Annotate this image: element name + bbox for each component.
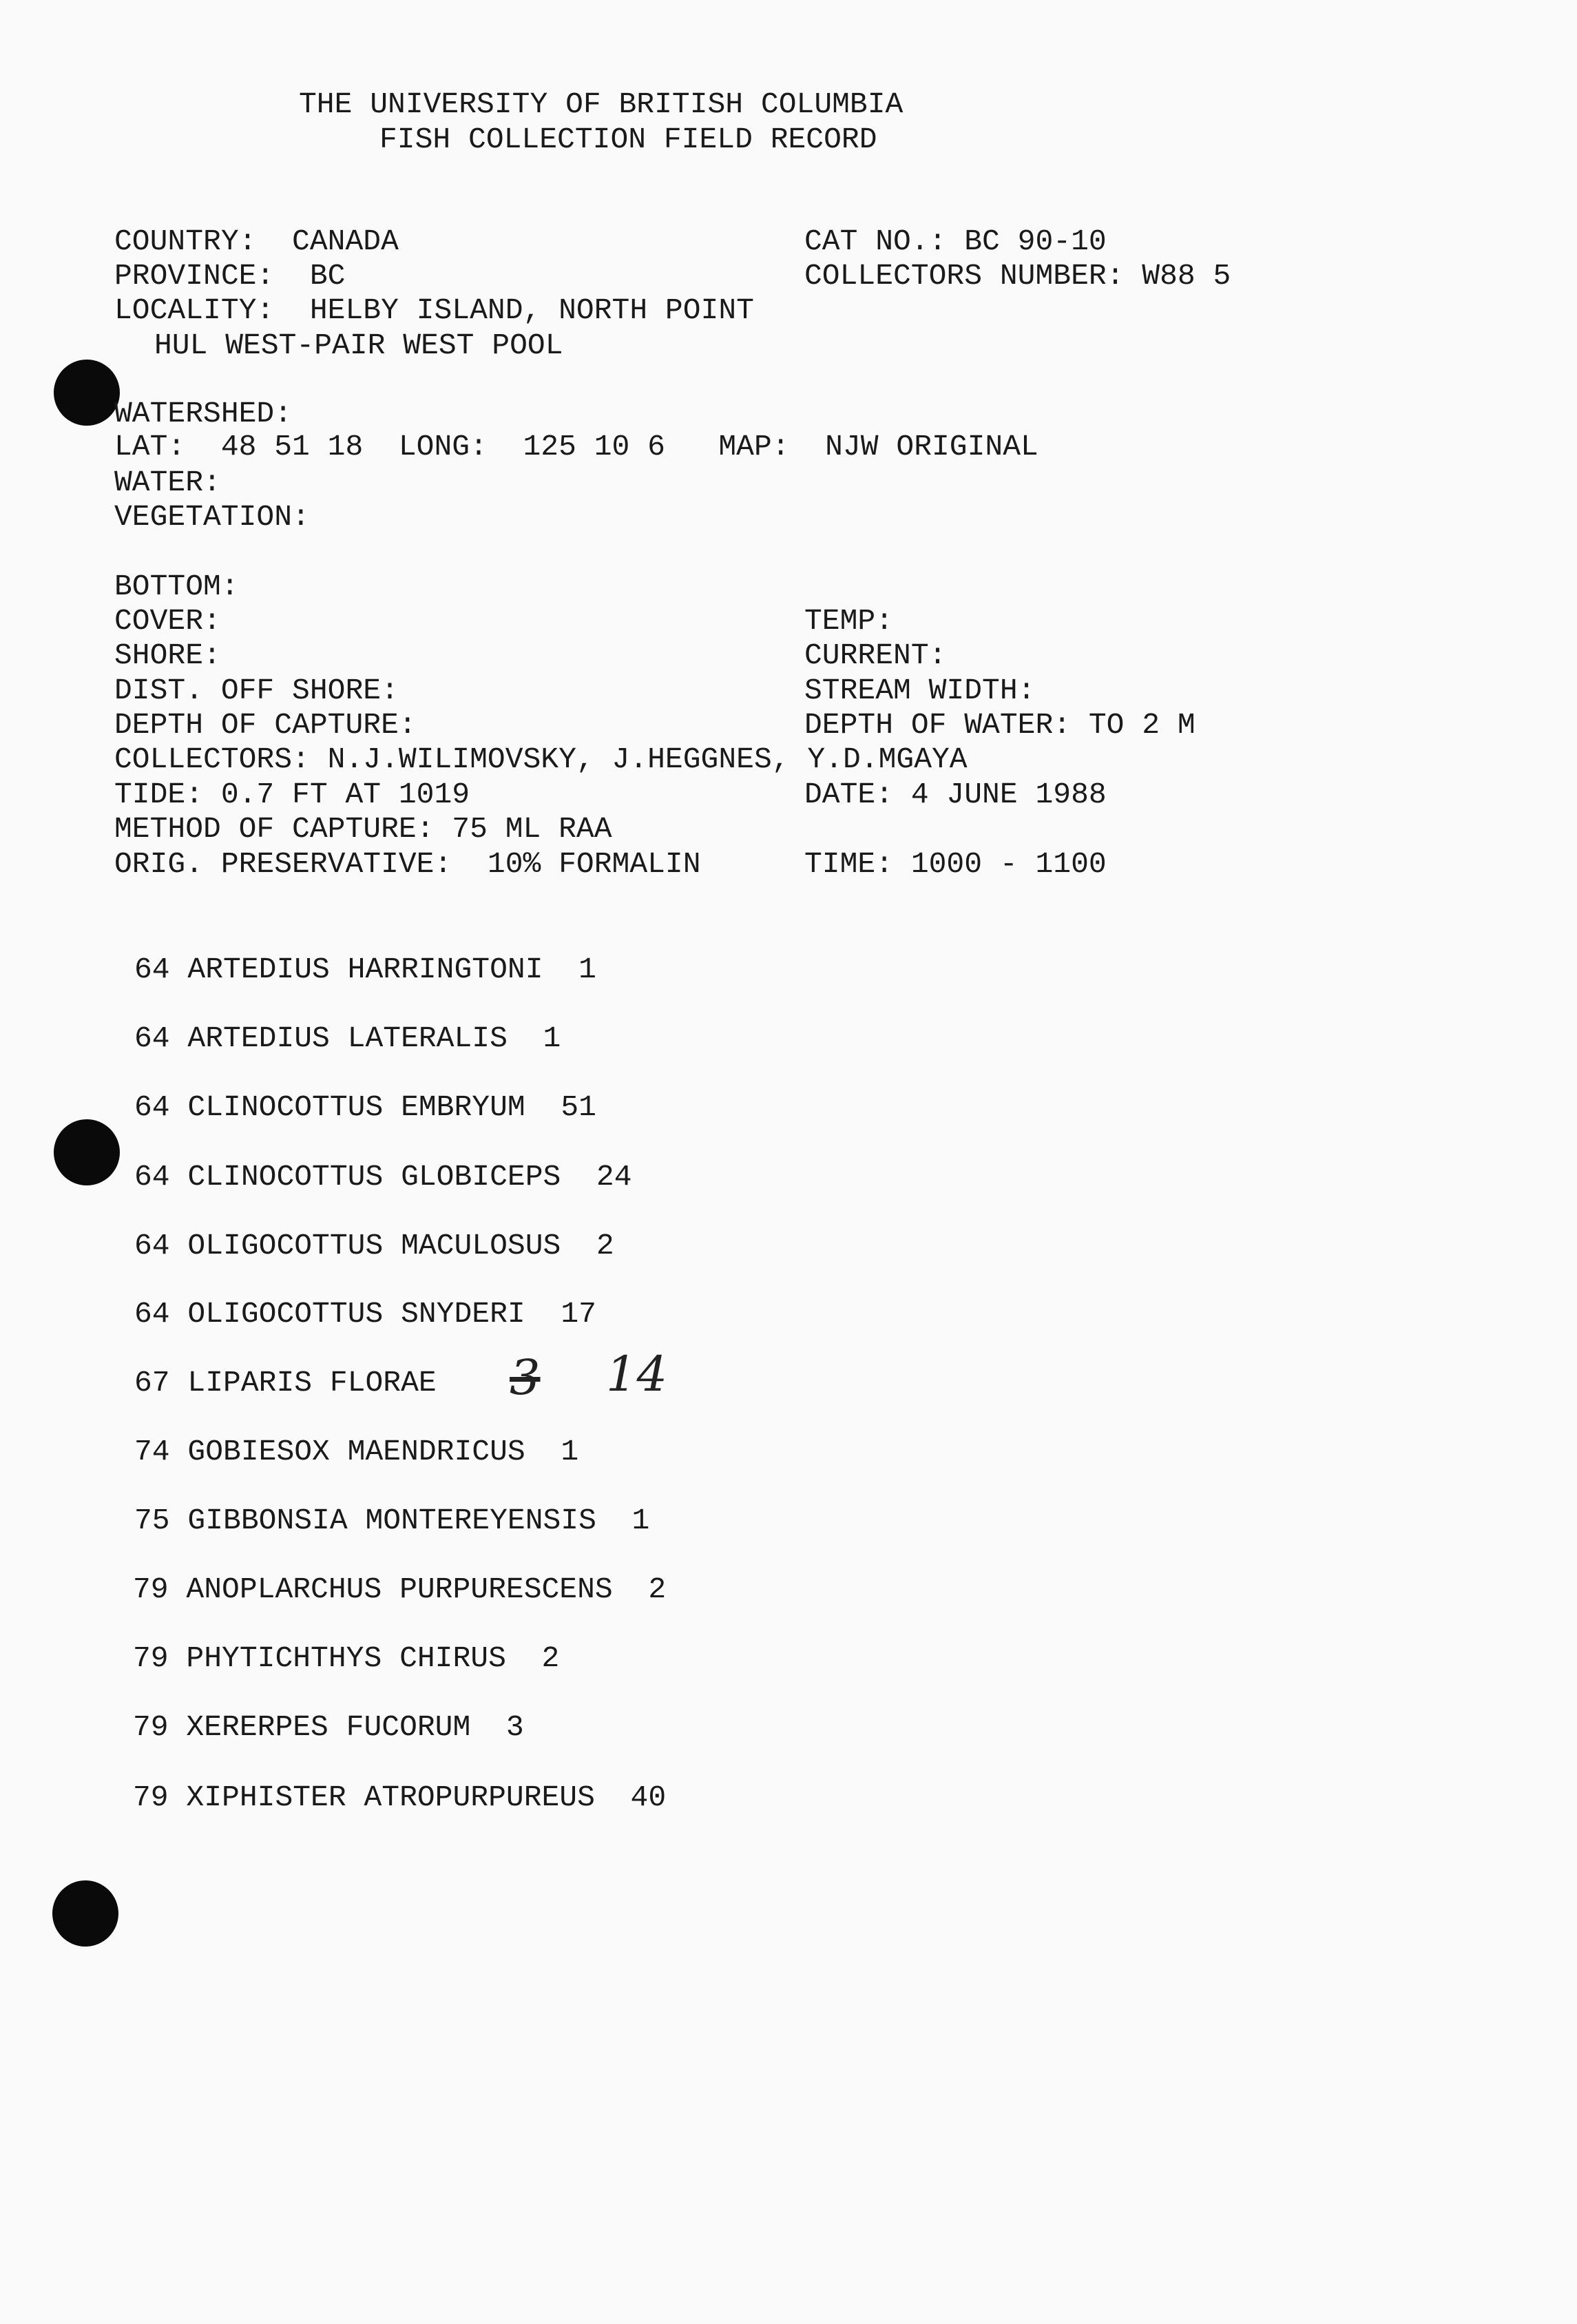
- specimen-count: 2: [541, 1641, 560, 1675]
- family-code: 64: [134, 953, 170, 986]
- specimen-count: 24: [596, 1160, 632, 1194]
- family-code: 64: [134, 1297, 170, 1331]
- list-item: [134, 1021, 561, 1057]
- species-name: CLINOCOTTUS EMBRYUM: [187, 1090, 525, 1124]
- specimen-count: 1: [561, 1435, 579, 1469]
- list-item: [133, 1710, 524, 1745]
- specimen-count: 51: [561, 1090, 596, 1124]
- list-item: [134, 1365, 437, 1401]
- header-subtitle: FISH COLLECTION FIELD RECORD: [379, 123, 877, 156]
- specimen-count: 1: [631, 1504, 650, 1537]
- preservative-field: ORIG. PRESERVATIVE: 10% FORMALIN: [114, 847, 701, 881]
- list-item: [133, 1780, 666, 1816]
- species-name: LIPARIS FLORAE: [187, 1366, 437, 1400]
- date-field: DATE: 4 JUNE 1988: [804, 778, 1107, 811]
- locality-continuation: HUL WEST-PAIR WEST POOL: [154, 329, 563, 362]
- species-name: CLINOCOTTUS GLOBICEPS: [187, 1160, 561, 1194]
- species-name: ARTEDIUS HARRINGTONI: [187, 953, 543, 986]
- family-code: 64: [134, 1021, 170, 1055]
- species-name: ARTEDIUS LATERALIS: [187, 1021, 508, 1055]
- list-item: [133, 1572, 666, 1608]
- specimen-count: 1: [543, 1021, 561, 1055]
- collectors-number-field: COLLECTORS NUMBER: W88 5: [804, 259, 1231, 293]
- species-name: GOBIESOX MAENDRICUS: [187, 1435, 525, 1469]
- family-code: 79: [133, 1641, 169, 1675]
- family-code: 74: [134, 1435, 170, 1469]
- shore-field: SHORE:: [114, 639, 221, 672]
- depth-of-water-field: DEPTH OF WATER: TO 2 M: [804, 708, 1195, 742]
- family-code: 79: [133, 1573, 169, 1606]
- specimen-count: 2: [596, 1229, 614, 1263]
- list-item: [134, 1296, 596, 1332]
- species-name: ANOPLARCHUS PURPURESCENS: [186, 1573, 613, 1606]
- list-item: [134, 1503, 649, 1539]
- family-code: 64: [134, 1229, 170, 1263]
- locality-field: LOCALITY: HELBY ISLAND, NORTH POINT: [114, 293, 754, 327]
- specimen-count: 1: [578, 953, 596, 986]
- family-code: 64: [134, 1090, 170, 1124]
- list-item: [133, 1641, 559, 1677]
- specimen-count: 3: [505, 1710, 524, 1744]
- province-field: PROVINCE: BC: [114, 259, 346, 293]
- species-name: XERERPES FUCORUM: [186, 1710, 471, 1744]
- family-code: 67: [134, 1366, 170, 1400]
- tide-field: TIDE: 0.7 FT AT 1019: [114, 778, 470, 811]
- list-item: [134, 952, 596, 988]
- bottom-field: BOTTOM:: [114, 570, 239, 603]
- species-name: OLIGOCOTTUS MACULOSUS: [187, 1229, 561, 1263]
- species-name: PHYTICHTHYS CHIRUS: [186, 1641, 506, 1675]
- family-code: 79: [133, 1781, 169, 1814]
- method-of-capture-field: METHOD OF CAPTURE: 75 ML RAA: [114, 812, 612, 846]
- handwritten-count-corrected: 14: [606, 1346, 668, 1402]
- punch-hole-middle: [54, 1119, 120, 1185]
- cover-field: COVER:: [114, 604, 221, 638]
- water-field: WATER:: [114, 466, 221, 499]
- list-item: [134, 1434, 578, 1470]
- species-name: GIBBONSIA MONTEREYENSIS: [187, 1504, 596, 1537]
- header-title: THE UNIVERSITY OF BRITISH COLUMBIA: [299, 87, 904, 121]
- specimen-count: 17: [561, 1297, 596, 1331]
- current-field: CURRENT:: [804, 639, 947, 672]
- lat-long-map-field: LAT: 48 51 18 LONG: 125 10 6 MAP: NJW ORIGINAL: [114, 430, 1038, 464]
- collectors-field: COLLECTORS: N.J.WILIMOVSKY, J.HEGGNES, Y.D.MGAYA: [114, 743, 968, 776]
- family-code: 75: [134, 1504, 170, 1537]
- punch-hole-bottom: [52, 1880, 118, 1947]
- family-code: 64: [134, 1160, 170, 1194]
- family-code: 79: [133, 1710, 169, 1744]
- specimen-count: 2: [648, 1573, 667, 1606]
- stream-width-field: STREAM WIDTH:: [804, 674, 1036, 707]
- time-field: TIME: 1000 - 1100: [804, 847, 1107, 881]
- cat-no-field: CAT NO.: BC 90-10: [804, 225, 1107, 258]
- handwritten-count-crossed: 3: [510, 1349, 541, 1406]
- punch-hole-top: [54, 360, 120, 426]
- vegetation-field: VEGETATION:: [114, 500, 310, 534]
- list-item: [134, 1159, 632, 1195]
- specimen-count: 40: [630, 1781, 667, 1814]
- country-field: COUNTRY: CANADA: [114, 225, 399, 258]
- list-item: [134, 1090, 596, 1125]
- species-name: XIPHISTER ATROPURPUREUS: [186, 1781, 595, 1814]
- depth-of-capture-field: DEPTH OF CAPTURE:: [114, 708, 417, 742]
- species-name: OLIGOCOTTUS SNYDERI: [187, 1297, 525, 1331]
- list-item: [134, 1228, 614, 1264]
- dist-off-shore-field: DIST. OFF SHORE:: [114, 674, 399, 707]
- temp-field: TEMP:: [804, 604, 894, 638]
- watershed-field: WATERSHED:: [114, 397, 293, 430]
